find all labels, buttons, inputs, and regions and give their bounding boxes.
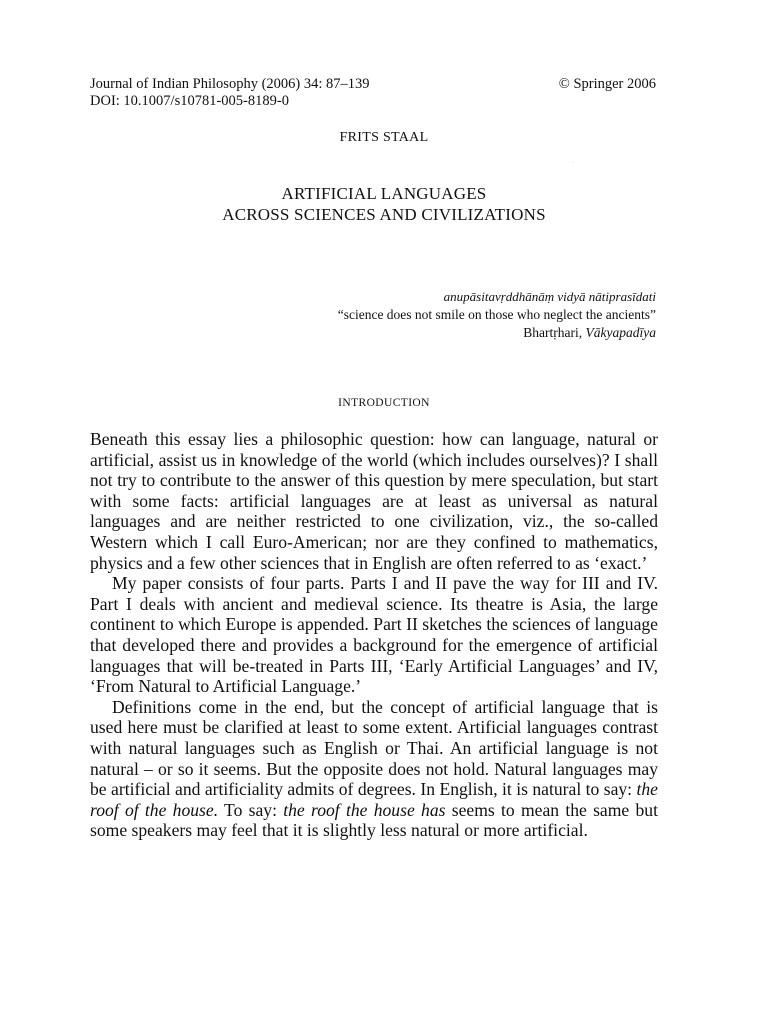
paragraph-3-part-a: Definitions come in the end, but the concept of artificial language that is used here must be clarified at least to some extent. Artificial languages contrast with natural languages such as English or Thai. An artificial language is not natural – or so it seems. But the opposite does not hold. Natural languages may be artificial and artificiality admits of degrees. In English, it is natural to say: <box>90 696 658 800</box>
article-title <box>0 183 768 225</box>
paragraph-2: My paper consists of four parts. Parts I and II pave the way for III and IV. Part I deals with ancient and medieval science. Its theatre is Asia, the large continent to which Europe is appended. Part II sketches the sciences of language that developed there and provides a background for the emergence of artificial languages that will be-treated in Parts III, ‘Early Artificial Languages’ and IV, ‘From Natural to Artificial Language.’ <box>90 573 658 697</box>
epigraph-source-author: Bhartṛhari, <box>523 325 586 340</box>
epigraph-translation: “science does not smile on those who neglect the ancients” <box>337 307 656 322</box>
author-name: FRITS STAAL <box>339 130 429 145</box>
title-line-1: ARTIFICIAL LANGUAGES <box>281 184 487 203</box>
epigraph-source <box>338 324 656 342</box>
body-text <box>90 429 658 841</box>
paragraph-3-part-c: seems to mean the same but some speakers may feel that it is slightly less natural or more artificial. <box>90 799 658 841</box>
doi: DOI: 10.1007/s10781-005-8189-0 <box>90 93 289 109</box>
copyright-notice: © Springer 2006 <box>558 76 656 92</box>
title-line-2: ACROSS SCIENCES AND CIVILIZATIONS <box>222 205 546 224</box>
paragraph-3-part-b: To say: <box>218 799 284 820</box>
scan-speck: · <box>572 160 574 166</box>
epigraph-source-work: Vākyapadīya <box>585 325 656 340</box>
epigraph-sanskrit: anupāsitavṛddhānāṃ vidyā nātiprasīdati <box>443 289 656 304</box>
paragraph-1: Beneath this essay lies a philosophic question: how can language, natural or artificial, assist us in knowledge of the world (which includes ourselves)? I shall not try to contribute to the answer of this question by mere speculation, but start with some facts: artificial languages are at least as universal as natural languages and are neither restricted to one civilization, viz., the so-called Western which I call Euro-American; nor are they confined to mathematics, physics and a few other sciences that in English are often referred to as ‘exact.’ <box>90 429 658 573</box>
paragraph-3-example-2: the roof the house has <box>283 799 446 820</box>
epigraph <box>338 288 656 342</box>
journal-citation: Journal of Indian Philosophy (2006) 34: 87–139 <box>90 76 370 92</box>
paragraph-3-example-1: the roof of the house. <box>90 779 658 820</box>
running-header-left <box>90 76 370 110</box>
section-heading: INTRODUCTION <box>338 397 430 409</box>
paragraph-3 <box>90 697 658 841</box>
